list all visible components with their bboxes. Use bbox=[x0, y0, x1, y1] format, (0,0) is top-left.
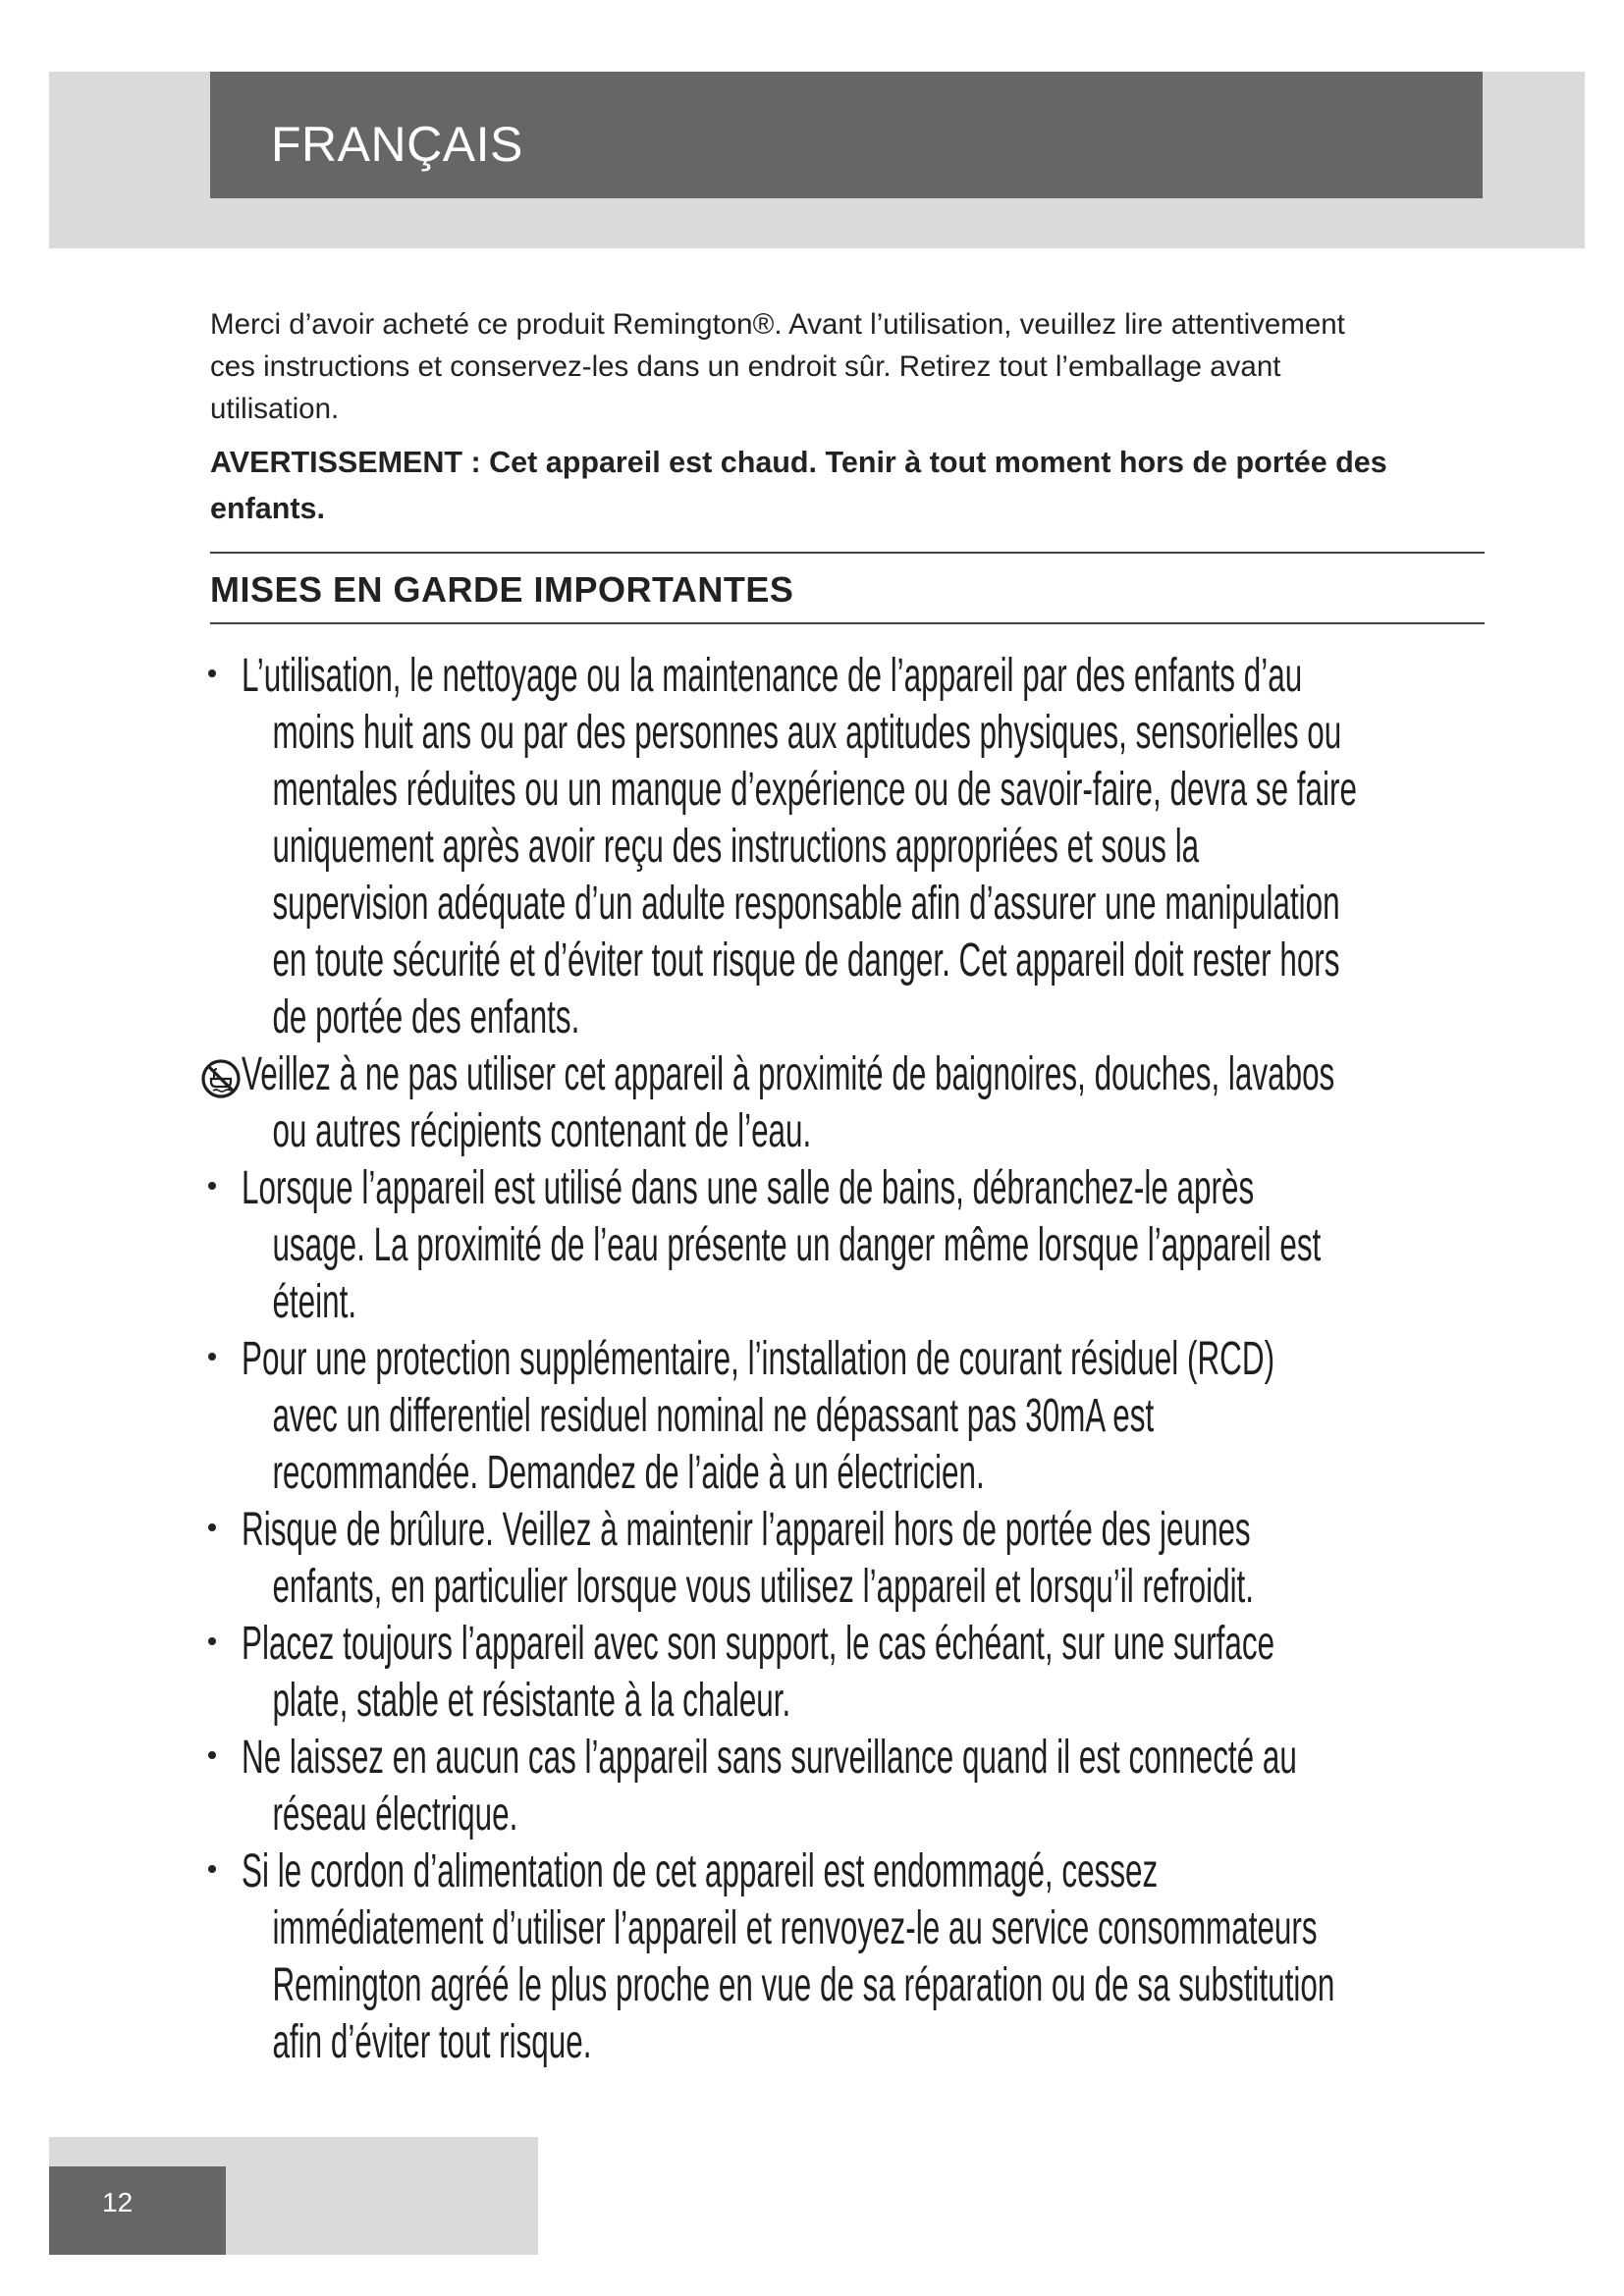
intro-line: ces instructions et conservez-les dans un endroit sûr. Retirez tout l’emballage avant bbox=[210, 350, 1281, 383]
intro-paragraph bbox=[210, 303, 1487, 430]
list-item bbox=[206, 648, 1532, 1046]
list-item-line: usage. La proximité de l’eau présente un danger même lorsque l’appareil est bbox=[272, 1219, 1322, 1271]
list-item-line: afin d’éviter tout risque. bbox=[272, 2016, 592, 2068]
warning-paragraph bbox=[210, 440, 1487, 532]
list-item-line: de portée des enfants. bbox=[272, 991, 580, 1043]
list-item-line: recommandée. Demandez de l’aide à un électricien. bbox=[272, 1447, 985, 1499]
list-item-line: plate, stable et résistante à la chaleur. bbox=[272, 1675, 791, 1727]
page-title: FRANÇAIS bbox=[271, 117, 523, 172]
list-item-line: immédiatement d’utiliser l’appareil et renvoyez-le au service consommateurs bbox=[272, 1902, 1318, 1954]
list-item-line: Ne laissez en aucun cas l’appareil sans surveillance quand il est connecté au bbox=[242, 1732, 1297, 1784]
warning-line: AVERTISSEMENT : Cet appareil est chaud. Tenir à tout moment hors de portée des bbox=[210, 446, 1387, 479]
list-item-line: mentales réduites ou un manque d’expérience ou de savoir-faire, devra se faire bbox=[272, 764, 1357, 816]
list-item-line: Si le cordon d’alimentation de cet appareil est endommagé, cessez bbox=[242, 1845, 1159, 1897]
bullet-icon bbox=[208, 1865, 216, 1873]
list-item-line: avec un differentiel residuel nominal ne dépassant pas 30mA est bbox=[272, 1390, 1155, 1442]
list-item-line: ou autres récipients contenant de l’eau. bbox=[272, 1105, 812, 1157]
safety-warnings-list bbox=[206, 648, 1532, 2071]
list-item-line: Remington agréé le plus proche en vue de sa réparation ou de sa substitution bbox=[272, 1959, 1335, 2011]
list-item bbox=[206, 1616, 1532, 1730]
bullet-icon bbox=[208, 1523, 216, 1531]
list-item bbox=[206, 1730, 1532, 1843]
page-number: 12 bbox=[102, 2187, 134, 2217]
list-item-line: Veillez à ne pas utiliser cet appareil à proximité de baignoires, douches, lavabos bbox=[242, 1048, 1335, 1100]
list-item bbox=[206, 1843, 1532, 2071]
section-divider-bottom bbox=[210, 622, 1485, 624]
bullet-icon bbox=[208, 669, 216, 677]
list-item-text bbox=[242, 1730, 1495, 1843]
list-item-line: Pour une protection supplémentaire, l’installation de courant résiduel (RCD) bbox=[242, 1333, 1275, 1385]
list-item-text bbox=[242, 1616, 1495, 1730]
warning-line: enfants. bbox=[210, 492, 325, 525]
list-item-line: moins huit ans ou par des personnes aux aptitudes physiques, sensorielles ou bbox=[272, 707, 1342, 759]
list-item bbox=[206, 1502, 1532, 1616]
list-item bbox=[206, 1046, 1532, 1160]
no-bath-icon bbox=[200, 1058, 242, 1099]
list-item-text bbox=[242, 1843, 1495, 2071]
list-item-line: supervision adéquate d’un adulte responsable afin d’assurer une manipulation bbox=[272, 878, 1340, 930]
list-item-text bbox=[242, 1046, 1495, 1160]
list-item-line: Lorsque l’appareil est utilisé dans une salle de bains, débranchez-le après bbox=[242, 1162, 1255, 1214]
section-divider-top bbox=[210, 552, 1485, 554]
list-item-text bbox=[242, 1331, 1495, 1502]
list-item-line: enfants, en particulier lorsque vous utilisez l’appareil et lorsqu’il refroidit. bbox=[272, 1561, 1255, 1613]
page-number-box bbox=[49, 2166, 226, 2255]
list-item bbox=[206, 1331, 1532, 1502]
list-item-line: uniquement après avoir reçu des instructions appropriées et sous la bbox=[272, 821, 1200, 873]
bullet-icon bbox=[208, 1637, 216, 1645]
intro-line: utilisation. bbox=[210, 393, 340, 425]
bullet-icon bbox=[208, 1751, 216, 1759]
list-item-line: en toute sécurité et d’éviter tout risque de danger. Cet appareil doit rester hors bbox=[272, 934, 1340, 987]
intro-line: Merci d’avoir acheté ce produit Remington®. Avant l’utilisation, veuillez lire attentivement bbox=[210, 308, 1345, 341]
list-item-line: L’utilisation, le nettoyage ou la maintenance de l’appareil par des enfants d’au bbox=[242, 650, 1303, 702]
list-item bbox=[206, 1160, 1532, 1331]
list-item-line: réseau électrique. bbox=[272, 1789, 518, 1841]
section-heading: MISES EN GARDE IMPORTANTES bbox=[210, 569, 794, 610]
bullet-icon bbox=[208, 1353, 216, 1361]
list-item-line: éteint. bbox=[272, 1276, 357, 1328]
list-item-line: Placez toujours l’appareil avec son support, le cas échéant, sur une surface bbox=[242, 1618, 1275, 1670]
list-item-text bbox=[242, 1502, 1495, 1616]
list-item-text bbox=[242, 1160, 1495, 1331]
list-item-line: Risque de brûlure. Veillez à maintenir l’appareil hors de portée des jeunes bbox=[242, 1504, 1251, 1556]
bullet-icon bbox=[208, 1182, 216, 1190]
list-item-text bbox=[242, 648, 1495, 1046]
